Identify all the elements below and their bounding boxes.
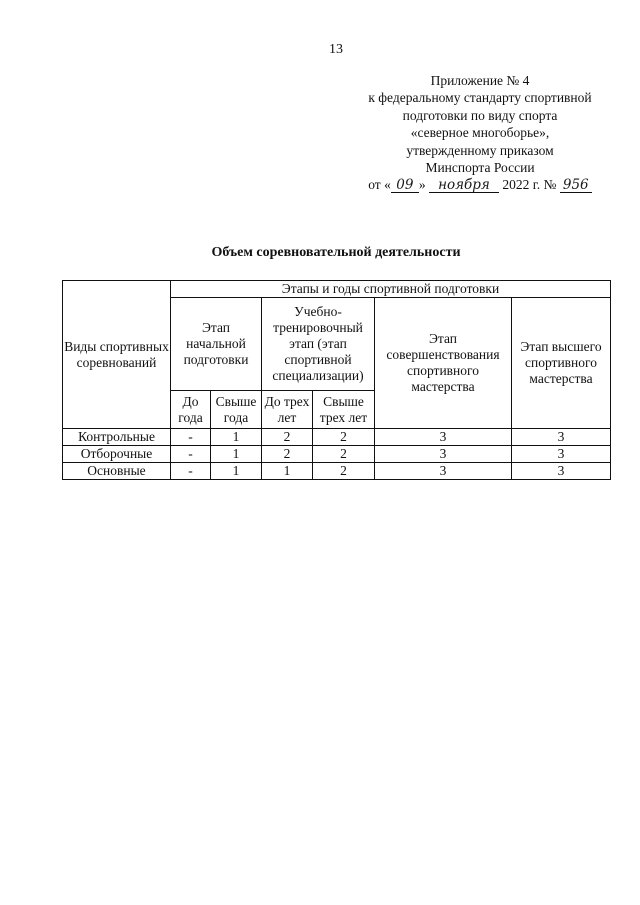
date-year: 2022 г. № [502, 177, 557, 193]
stage-header-cell: Этап начальной подготовки [171, 298, 262, 391]
value-cell: 3 [375, 446, 512, 463]
value-cell: 2 [313, 463, 375, 480]
value-cell: 2 [262, 429, 313, 446]
stage-header-cell: Этап высшего спортивного мастерства [512, 298, 611, 429]
group-header-cell: Этапы и годы спортивной подготовки [171, 281, 611, 298]
annex-line: Минспорта России [425, 160, 535, 176]
sub-header-cell: Свыше года [211, 391, 262, 429]
annex-line: «северное многоборье», [410, 125, 550, 141]
document-title: Объем соревновательной деятельности [211, 245, 461, 260]
value-cell: 1 [211, 463, 262, 480]
sub-header-cell: До трех лет [262, 391, 313, 429]
kind-cell: Основные [63, 463, 171, 480]
value-cell: 1 [211, 429, 262, 446]
handwritten-month: ноября [429, 178, 499, 193]
handwritten-order-number: 956 [560, 178, 592, 193]
value-cell: 2 [262, 446, 313, 463]
annex-line: подготовки по виду спорта [402, 107, 558, 123]
page-number: 13 [329, 42, 343, 57]
date-prefix: от « [368, 177, 391, 193]
order-date-line [330, 176, 630, 193]
kind-cell: Контрольные [63, 429, 171, 446]
stage-header-cell: Этап совершенствования спортивного мастерства [375, 298, 512, 429]
table-row [63, 446, 611, 463]
table-row [63, 429, 611, 446]
value-cell: 1 [262, 463, 313, 480]
annex-line: утвержденному приказом [406, 142, 554, 158]
row-header-cell: Виды спортивных соревнований [63, 281, 171, 429]
value-cell: 2 [313, 446, 375, 463]
value-cell: 3 [512, 463, 611, 480]
competition-volume-table [62, 280, 611, 480]
table-row [63, 463, 611, 480]
value-cell: - [171, 429, 211, 446]
sub-header-cell: Свыше трех лет [313, 391, 375, 429]
annex-line: к федеральному стандарту спортивной [368, 90, 592, 106]
value-cell: 3 [512, 429, 611, 446]
annex-line: Приложение № 4 [430, 73, 530, 88]
sub-header-cell: До года [171, 391, 211, 429]
value-cell: 3 [512, 446, 611, 463]
date-mid: » [418, 177, 426, 193]
stage-header-cell: Учебно-тренировочный этап (этап спортивной специализации) [262, 298, 375, 391]
value-cell: 1 [211, 446, 262, 463]
value-cell: 3 [375, 463, 512, 480]
value-cell: - [171, 463, 211, 480]
value-cell: 2 [313, 429, 375, 446]
handwritten-day: 09 [391, 178, 419, 193]
value-cell: 3 [375, 429, 512, 446]
kind-cell: Отборочные [63, 446, 171, 463]
value-cell: - [171, 446, 211, 463]
annex-block [330, 72, 630, 194]
